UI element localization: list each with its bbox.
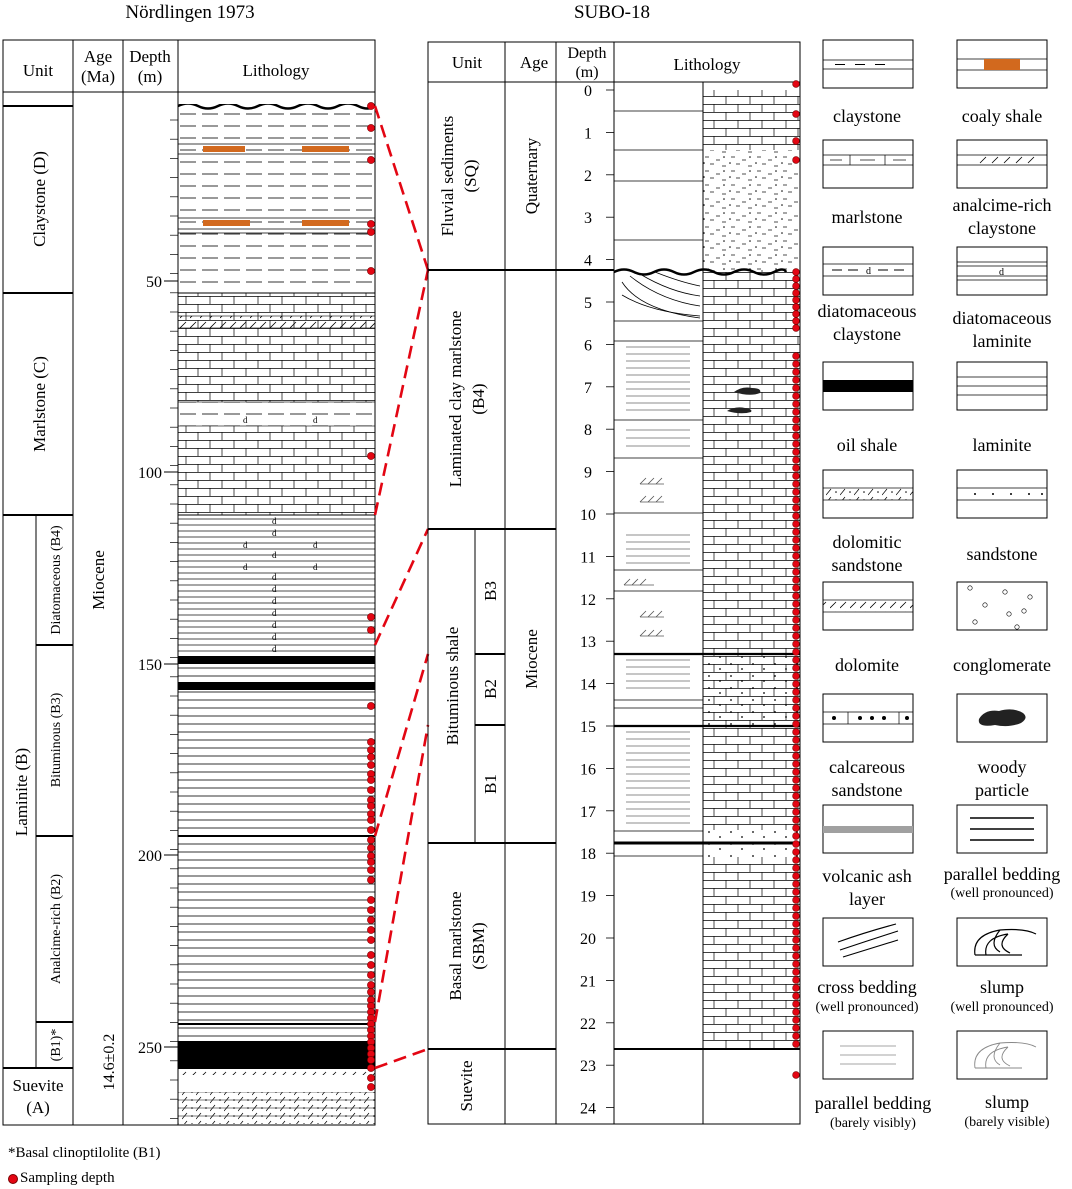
- svg-text:conglomerate: conglomerate: [953, 655, 1051, 675]
- sampling-dot: [367, 228, 374, 235]
- diatom-symbol: d: [272, 644, 277, 654]
- sampling-dot: [793, 417, 800, 424]
- sampling-dot: [793, 649, 800, 656]
- sampling-dot: [793, 1001, 800, 1008]
- cross-bedding-structure: [622, 272, 700, 318]
- sampling-dot: [793, 881, 800, 888]
- subunit-b1: (B1)*: [49, 1028, 64, 1062]
- sampling-dot: [793, 111, 800, 118]
- sampling-dot: [367, 738, 374, 745]
- sampling-dot: [367, 452, 374, 459]
- right-depth-label: 16: [580, 761, 596, 779]
- sampling-dot: [793, 569, 800, 576]
- sampling-dot: [367, 753, 374, 760]
- sampling-dot: [793, 311, 800, 318]
- sampling-dot: [367, 626, 374, 633]
- svg-text:(barely visibly): (barely visibly): [830, 1116, 916, 1131]
- right-depth-label: 3: [584, 210, 592, 228]
- svg-text:analcime-rich: analcime-rich: [952, 195, 1052, 215]
- sampling-dot: [793, 369, 800, 376]
- legend-analcime-claystone: [953, 140, 1052, 238]
- sampling-dot: [793, 601, 800, 608]
- legend-parallel-bedding-barely: [815, 1031, 931, 1131]
- legend-cross-bedding: [815, 918, 918, 1015]
- subunit-b2: B2: [481, 679, 500, 699]
- sampling-dot: [793, 737, 800, 744]
- sampling-dot: [367, 267, 374, 274]
- sampling-dot: [793, 617, 800, 624]
- sampling-dot: [793, 1041, 800, 1048]
- sampling-dot: [793, 561, 800, 568]
- svg-text:volcanic ash: volcanic ash: [822, 866, 912, 886]
- left-depth-label: 50: [146, 274, 162, 291]
- right-header-lithology: Lithology: [673, 55, 741, 74]
- sampling-dot: [367, 988, 374, 995]
- sampling-dot: [367, 102, 374, 109]
- left-depth-axis: [138, 120, 178, 1118]
- left-header-depth-unit: (m): [137, 67, 163, 86]
- sampling-dot: [367, 971, 374, 978]
- svg-text:claystone: claystone: [968, 218, 1036, 238]
- diatom-symbol: d: [272, 608, 277, 618]
- right-depth-label: 15: [580, 719, 596, 736]
- right-depth-label: 20: [580, 931, 596, 948]
- left-header-age: Age: [83, 47, 113, 66]
- unit-suevite-a: Suevite: [12, 1076, 64, 1095]
- sampling-dot: [367, 896, 374, 903]
- sampling-dot: [793, 953, 800, 960]
- sampling-dot: [367, 936, 374, 943]
- sampling-dot: [793, 1025, 800, 1032]
- sampling-dot: [367, 786, 374, 793]
- right-depth-label: 10: [580, 507, 596, 524]
- right-header-age: Age: [519, 53, 549, 72]
- sampling-dot: [367, 844, 374, 851]
- oil-shale-band: [178, 682, 375, 690]
- sampling-dot: [367, 816, 374, 823]
- sampling-dot: [793, 81, 800, 88]
- right-depth-label: 21: [580, 973, 596, 991]
- sampling-dot: [793, 290, 800, 297]
- svg-text:sandstone: sandstone: [966, 544, 1038, 564]
- sampling-dot: [793, 809, 800, 816]
- left-header-unit: Unit: [22, 61, 54, 80]
- sampling-dot: [367, 776, 374, 783]
- oil-shale-band: [178, 656, 375, 664]
- legend-parallel-bedding-well: [944, 805, 1060, 901]
- svg-text:particle: particle: [975, 780, 1029, 800]
- sampling-dot: [793, 929, 800, 936]
- sampling-dot: [793, 625, 800, 632]
- sampling-dot: [793, 457, 800, 464]
- sampling-dot: [793, 873, 800, 880]
- diatom-symbol: d: [243, 562, 248, 572]
- sampling-dot: [793, 913, 800, 920]
- right-depth-label: 14: [580, 676, 596, 694]
- sampling-dot: [793, 785, 800, 792]
- sampling-dot: [367, 836, 374, 843]
- svg-text:oil shale: oil shale: [836, 435, 898, 455]
- legend-slump-barely: [957, 1031, 1050, 1130]
- svg-text:dolomitic: dolomitic: [832, 532, 902, 552]
- sampling-dot: [793, 817, 800, 824]
- left-header-age-unit: (Ma): [81, 67, 115, 86]
- age-date-left: 14.6±0.2: [101, 1033, 118, 1091]
- svg-text:calcareous: calcareous: [829, 757, 905, 777]
- sampling-dot: [367, 858, 374, 865]
- sampling-dot: [793, 769, 800, 776]
- sampling-dot: [793, 385, 800, 392]
- subunit-diatomaceous-b4: Diatomaceous (B4): [49, 525, 64, 635]
- right-depth-label: 11: [580, 549, 596, 567]
- sampling-dot: [793, 497, 800, 504]
- sampling-dot: [793, 325, 800, 332]
- sampling-dot: [793, 585, 800, 592]
- sampling-dot: [367, 916, 374, 923]
- right-section: [428, 42, 800, 1124]
- sampling-dot: [793, 157, 800, 164]
- svg-text:(well pronounced): (well pronounced): [815, 1000, 919, 1015]
- sampling-dot: [793, 465, 800, 472]
- svg-text:marlstone: marlstone: [831, 207, 903, 227]
- sampling-dot: [793, 833, 800, 840]
- svg-text:sandstone: sandstone: [831, 780, 903, 800]
- sampling-dot: [793, 905, 800, 912]
- svg-text:dolomite: dolomite: [835, 655, 899, 675]
- sampling-dot: [367, 1083, 374, 1090]
- sampling-dot: [793, 361, 800, 368]
- legend-dolomite: [823, 582, 913, 675]
- diatom-symbol: d: [243, 415, 248, 425]
- sampling-dot: [793, 283, 800, 290]
- sampling-dot: [367, 761, 374, 768]
- sampling-dot: [367, 1056, 374, 1063]
- sampling-dot: [793, 537, 800, 544]
- sampling-dot: [793, 961, 800, 968]
- sampling-dot: [793, 401, 800, 408]
- legend-oil-shale: [823, 362, 913, 455]
- age-miocene-left: Miocene: [89, 550, 108, 610]
- unit-laminated-b4-code: (B4): [469, 383, 488, 415]
- sampling-dot: [793, 889, 800, 896]
- right-depth-label: 17: [580, 803, 596, 821]
- right-depth-label: 9: [584, 464, 592, 482]
- svg-text:claystone: claystone: [833, 106, 901, 126]
- right-depth-axis: [580, 83, 614, 1118]
- svg-text:laminite: laminite: [972, 331, 1032, 351]
- sampling-dot: [367, 961, 374, 968]
- left-depth-label: 150: [138, 657, 162, 674]
- diatom-symbol: d: [243, 540, 248, 550]
- right-depth-label: 13: [580, 634, 596, 652]
- legend-volcanic-ash: [822, 805, 913, 909]
- svg-text:(well pronounced): (well pronounced): [950, 1000, 1054, 1015]
- sampling-dot: [793, 681, 800, 688]
- sampling-dot: [793, 441, 800, 448]
- sampling-dot: [367, 926, 374, 933]
- sampling-dot: [793, 409, 800, 416]
- sampling-dot: [793, 433, 800, 440]
- legend-marlstone: [823, 140, 913, 227]
- sampling-dot: [793, 1072, 800, 1079]
- right-header-depth: Depth: [567, 45, 607, 62]
- svg-text:cross bedding: cross bedding: [817, 977, 917, 997]
- sampling-dot: [793, 705, 800, 712]
- sampling-dot: [793, 297, 800, 304]
- sampling-dot: [793, 745, 800, 752]
- legend-sandstone: [957, 470, 1047, 564]
- right-column-title: SUBO-18: [573, 2, 651, 23]
- subunit-b3: B3: [481, 581, 500, 601]
- unit-laminated-b4: Laminated clay marlstone: [446, 310, 465, 488]
- sampling-dot: [793, 753, 800, 760]
- sampling-dot: [367, 124, 374, 131]
- right-depth-label: 19: [580, 888, 596, 906]
- svg-text:coaly shale: coaly shale: [961, 106, 1043, 126]
- left-lithology-column: [178, 92, 375, 1124]
- sampling-dot: [367, 156, 374, 163]
- footnote-sampling-depth: [8, 1169, 115, 1187]
- sampling-dot: [793, 633, 800, 640]
- right-depth-label: 1: [584, 125, 592, 143]
- right-depth-label: 7: [584, 379, 592, 397]
- sampling-dot-icon: [8, 1174, 18, 1184]
- sampling-dot: [793, 801, 800, 808]
- subunit-b1: B1: [481, 774, 500, 794]
- sampling-dot: [793, 897, 800, 904]
- sampling-dot: [793, 689, 800, 696]
- sampling-dot: [793, 521, 800, 528]
- oil-shale-band: [178, 1041, 375, 1069]
- left-depth-label: 100: [138, 465, 162, 482]
- diatom-symbol: d: [313, 540, 318, 550]
- sampling-dot: [793, 793, 800, 800]
- sampling-dot: [793, 777, 800, 784]
- right-depth-label: 24: [580, 1100, 596, 1118]
- unit-suevite-a-code: (A): [26, 1098, 50, 1117]
- right-depth-label: 4: [584, 252, 592, 270]
- right-depth-label: 18: [580, 846, 596, 864]
- sampling-dot: [793, 641, 800, 648]
- sampling-dot: [367, 1074, 374, 1081]
- sampling-dot: [793, 713, 800, 720]
- sampling-dot: [793, 1033, 800, 1040]
- left-depth-label: 200: [138, 848, 162, 865]
- unit-suevite-right: Suevite: [457, 1060, 476, 1112]
- sampling-dot: [367, 746, 374, 753]
- sampling-dot: [793, 449, 800, 456]
- sampling-dot: [367, 613, 374, 620]
- sampling-dot: [793, 1017, 800, 1024]
- unit-claystone-d: Claystone (D): [30, 151, 49, 247]
- svg-text:parallel bedding: parallel bedding: [814, 1093, 932, 1113]
- svg-text:(barely visible): (barely visible): [964, 1115, 1050, 1130]
- left-column-title: Nördlingen 1973: [125, 2, 255, 23]
- diatom-symbol: d: [272, 632, 277, 642]
- sampling-dot: [793, 425, 800, 432]
- sampling-dot: [793, 697, 800, 704]
- svg-text:d: d: [999, 267, 1004, 278]
- sampling-dot: [793, 276, 800, 283]
- svg-text:diatomaceous: diatomaceous: [952, 308, 1052, 328]
- sampling-dot: [793, 657, 800, 664]
- coaly-shale-band: [302, 220, 349, 226]
- sampling-dot: [793, 945, 800, 952]
- diatom-symbol: d: [272, 620, 277, 630]
- right-depth-label: 12: [580, 591, 596, 609]
- diatom-symbol: d: [272, 528, 277, 538]
- svg-text:slump: slump: [984, 1092, 1030, 1112]
- sampling-dot: [793, 937, 800, 944]
- sampling-dot: [793, 825, 800, 832]
- legend: [815, 40, 1060, 1131]
- subunit-analcime-b2: Analcime-rich (B2): [49, 873, 64, 985]
- diatom-symbol: d: [313, 562, 318, 572]
- svg-text:claystone: claystone: [833, 324, 901, 344]
- sampling-dot: [793, 318, 800, 325]
- sampling-dot: [793, 665, 800, 672]
- svg-text:parallel bedding: parallel bedding: [943, 864, 1061, 884]
- legend-dolomitic-sandstone: [823, 470, 913, 575]
- sampling-dot: [367, 802, 374, 809]
- sampling-dot: [793, 761, 800, 768]
- sampling-dot: [793, 545, 800, 552]
- sampling-dot: [793, 269, 800, 276]
- legend-diatomaceous-claystone: [818, 247, 917, 344]
- sampling-dot: [793, 481, 800, 488]
- svg-text:sandstone: sandstone: [831, 555, 903, 575]
- sampling-dot: [367, 220, 374, 227]
- sampling-dot: [793, 553, 800, 560]
- coaly-shale-band: [203, 220, 250, 226]
- right-depth-label: 8: [584, 422, 592, 440]
- right-header-unit: Unit: [451, 53, 483, 72]
- right-depth-label: 2: [584, 167, 592, 185]
- unit-basal-marlstone-code: (SBM): [469, 922, 488, 970]
- sampling-dot: [793, 969, 800, 976]
- footnote-basal-clinoptilolite: *Basal clinoptilolite (B1): [8, 1145, 161, 1161]
- diatom-symbol: d: [272, 550, 277, 560]
- correlation-lines: [375, 106, 428, 1068]
- legend-laminite: [957, 362, 1047, 455]
- sampling-dot: [793, 609, 800, 616]
- legend-slump-well: [950, 918, 1053, 1015]
- sampling-dot: [793, 489, 800, 496]
- sampling-dot: [793, 673, 800, 680]
- unit-basal-marlstone: Basal marlstone: [446, 891, 465, 1001]
- sampling-dot: [793, 393, 800, 400]
- svg-text:woody: woody: [977, 757, 1027, 777]
- sampling-dot: [793, 304, 800, 311]
- sampling-dot: [367, 702, 374, 709]
- legend-calcareous-sandstone: [823, 694, 913, 800]
- svg-text:(well pronounced): (well pronounced): [950, 886, 1054, 901]
- diatom-symbol: d: [272, 516, 277, 526]
- right-lithology-column: [703, 90, 800, 1049]
- coaly-shale-band: [203, 146, 245, 152]
- unit-bituminous-shale: Bituminous shale: [443, 626, 462, 746]
- age-miocene-right: Miocene: [522, 629, 541, 689]
- sampling-dot: [367, 1064, 374, 1071]
- sampling-dot: [793, 721, 800, 728]
- sampling-dot: [793, 1009, 800, 1016]
- sampling-dot: [367, 981, 374, 988]
- sampling-dot: [793, 865, 800, 872]
- right-structure-column: [614, 111, 703, 856]
- right-depth-label: 5: [584, 295, 592, 312]
- legend-diatomaceous-laminite: [953, 247, 1052, 351]
- sampling-dot: [793, 977, 800, 984]
- sampling-dot: [367, 866, 374, 873]
- sampling-dot: [793, 577, 800, 584]
- sampling-dot: [793, 729, 800, 736]
- svg-text:slump: slump: [979, 977, 1025, 997]
- right-depth-label: 6: [584, 337, 592, 355]
- right-depth-label: 22: [580, 1015, 596, 1033]
- sampling-dot: [793, 505, 800, 512]
- left-section: [3, 40, 375, 1125]
- legend-coaly-shale: [957, 40, 1047, 126]
- left-header-depth: Depth: [129, 47, 171, 66]
- sampling-dot: [793, 138, 800, 145]
- sampling-dot: [367, 951, 374, 958]
- sampling-dot: [793, 921, 800, 928]
- diatom-symbol: d: [313, 415, 318, 425]
- right-header-depth-unit: (m): [575, 64, 599, 81]
- sampling-dot: [367, 826, 374, 833]
- sampling-dot: [793, 377, 800, 384]
- legend-conglomerate: [953, 582, 1051, 675]
- coaly-shale-band: [302, 146, 349, 152]
- unit-fluvial-sq-code: (SQ): [461, 159, 480, 193]
- svg-text:diatomaceous: diatomaceous: [817, 301, 917, 321]
- sampling-dot: [793, 529, 800, 536]
- right-depth-label: 0: [584, 83, 592, 100]
- legend-claystone: [823, 40, 913, 126]
- svg-text:d: d: [866, 266, 871, 277]
- sampling-dot: [793, 513, 800, 520]
- diatom-symbol: d: [272, 572, 277, 582]
- sampling-dot: [793, 841, 800, 848]
- unit-laminite-b: Laminite (B): [12, 747, 31, 837]
- sampling-dot: [793, 473, 800, 480]
- sampling-dot: [793, 849, 800, 856]
- age-quaternary: Quaternary: [522, 137, 541, 215]
- sampling-dot: [367, 906, 374, 913]
- legend-woody-particle: [957, 694, 1047, 800]
- sampling-dot: [793, 593, 800, 600]
- right-depth-label: 23: [580, 1058, 596, 1076]
- unit-fluvial-sq: Fluvial sediments: [438, 115, 457, 237]
- sampling-dot: [793, 353, 800, 360]
- sampling-dot: [793, 985, 800, 992]
- left-depth-label: 250: [138, 1040, 162, 1057]
- sampling-dot: [793, 993, 800, 1000]
- sampling-dot: [793, 857, 800, 864]
- diatom-symbol: d: [272, 584, 277, 594]
- slump-structures: [624, 478, 664, 636]
- subunit-bituminous-b3: Bituminous (B3): [49, 692, 64, 788]
- unit-marlstone-c: Marlstone (C): [30, 356, 49, 452]
- svg-text:layer: layer: [849, 889, 885, 909]
- diatom-symbol: d: [272, 596, 277, 606]
- footnote-sampling-label: Sampling depth: [20, 1170, 115, 1186]
- svg-text:laminite: laminite: [972, 435, 1032, 455]
- left-header-lithology: Lithology: [242, 61, 310, 80]
- sampling-dot: [367, 876, 374, 883]
